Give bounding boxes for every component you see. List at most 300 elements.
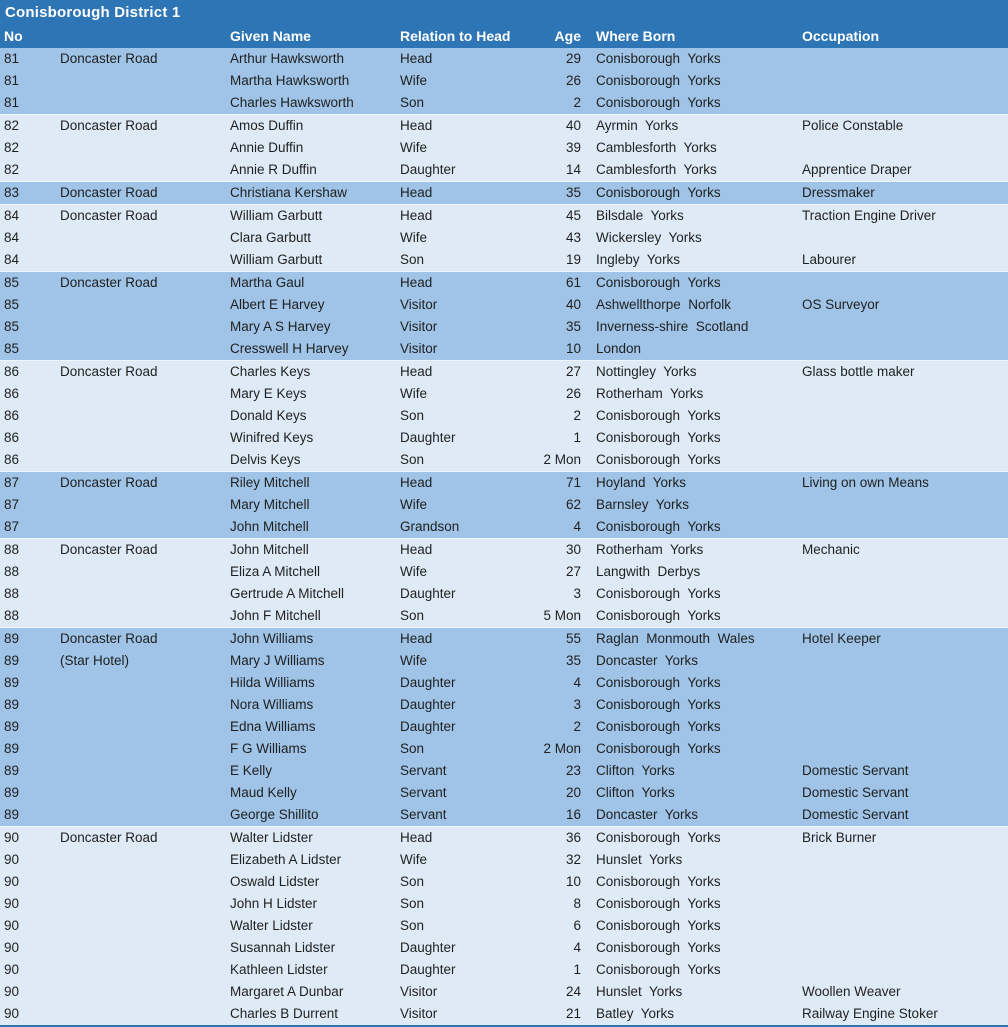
cell-occupation bbox=[798, 227, 1008, 249]
table-row[interactable] bbox=[0, 516, 1008, 538]
cell-where-born: Raglan Monmouth Wales bbox=[596, 631, 755, 646]
cell-address bbox=[56, 383, 226, 405]
cell-relation: Head bbox=[400, 275, 433, 290]
cell-age: 3 bbox=[573, 586, 581, 601]
cell-occupation bbox=[798, 672, 1008, 694]
cell-no: 88 bbox=[4, 586, 20, 601]
cell-relation: Son bbox=[400, 741, 425, 756]
cell-occupation bbox=[798, 92, 1008, 114]
table-row[interactable] bbox=[0, 338, 1008, 360]
cell-no: 82 bbox=[4, 140, 20, 155]
cell-age: 26 bbox=[565, 386, 581, 401]
cell-age: 27 bbox=[565, 564, 581, 579]
cell-relation: Wife bbox=[400, 230, 427, 245]
cell-age: 1 bbox=[573, 430, 581, 445]
cell-given-name: Oswald Lidster bbox=[230, 874, 320, 889]
cell-address bbox=[56, 249, 226, 271]
cell-given-name: John F Mitchell bbox=[230, 608, 321, 623]
cell-age: 6 bbox=[573, 918, 581, 933]
table-row[interactable] bbox=[0, 605, 1008, 627]
cell-address: Doncaster Road bbox=[60, 830, 158, 845]
cell-age: 5 Mon bbox=[543, 608, 581, 623]
cell-where-born: Conisborough Yorks bbox=[596, 874, 721, 889]
cell-no: 81 bbox=[4, 51, 20, 66]
cell-occupation: Mechanic bbox=[802, 542, 860, 557]
table-row[interactable] bbox=[0, 249, 1008, 271]
cell-age: 8 bbox=[573, 896, 581, 911]
table-row[interactable] bbox=[0, 694, 1008, 716]
cell-relation: Wife bbox=[400, 852, 427, 867]
cell-occupation: Labourer bbox=[802, 252, 857, 267]
cell-occupation bbox=[798, 316, 1008, 338]
cell-address bbox=[56, 672, 226, 694]
household-group-82 bbox=[0, 114, 1008, 181]
cell-address bbox=[56, 494, 226, 516]
cell-no: 85 bbox=[4, 275, 20, 290]
cell-relation: Head bbox=[400, 51, 433, 66]
cell-given-name: Donald Keys bbox=[230, 408, 307, 423]
cell-occupation bbox=[798, 893, 1008, 915]
cell-given-name: Clara Garbutt bbox=[230, 230, 312, 245]
cell-given-name: Arthur Hawksworth bbox=[230, 51, 345, 66]
table-row[interactable] bbox=[0, 650, 1008, 672]
cell-address bbox=[56, 516, 226, 538]
cell-occupation: Dressmaker bbox=[802, 185, 875, 200]
table-row[interactable] bbox=[0, 383, 1008, 405]
cell-age: 20 bbox=[565, 785, 581, 800]
cell-where-born: Clifton Yorks bbox=[596, 763, 675, 778]
cell-given-name: Annie R Duffin bbox=[230, 162, 317, 177]
cell-occupation bbox=[798, 383, 1008, 405]
cell-no: 84 bbox=[4, 208, 20, 223]
cell-where-born: Conisborough Yorks bbox=[596, 73, 721, 88]
cell-relation: Son bbox=[400, 252, 425, 267]
cell-where-born: Langwith Derbys bbox=[596, 564, 701, 579]
household-group-84 bbox=[0, 204, 1008, 271]
cell-where-born: Conisborough Yorks bbox=[596, 940, 721, 955]
cell-relation: Daughter bbox=[400, 940, 456, 955]
census-table-body bbox=[0, 48, 1008, 1025]
cell-relation: Son bbox=[400, 452, 425, 467]
cell-address bbox=[56, 605, 226, 627]
cell-given-name: Hilda Williams bbox=[230, 675, 315, 690]
cell-given-name: Mary Mitchell bbox=[230, 497, 310, 512]
cell-where-born: Hoyland Yorks bbox=[596, 475, 687, 490]
cell-given-name: Charles Hawksworth bbox=[230, 95, 354, 110]
cell-age: 3 bbox=[573, 697, 581, 712]
cell-address: Doncaster Road bbox=[60, 185, 158, 200]
table-row[interactable] bbox=[0, 539, 1008, 561]
cell-relation: Servant bbox=[400, 807, 447, 822]
cell-address bbox=[56, 849, 226, 871]
cell-where-born: Conisborough Yorks bbox=[596, 95, 721, 110]
table-header bbox=[0, 0, 1008, 48]
cell-given-name: William Garbutt bbox=[230, 208, 323, 223]
cell-address: Doncaster Road bbox=[60, 118, 158, 133]
cell-relation: Wife bbox=[400, 564, 427, 579]
cell-age: 43 bbox=[565, 230, 581, 245]
cell-relation: Servant bbox=[400, 785, 447, 800]
cell-where-born: Conisborough Yorks bbox=[596, 896, 721, 911]
cell-relation: Visitor bbox=[400, 297, 438, 312]
table-row[interactable] bbox=[0, 48, 1008, 70]
cell-where-born: Conisborough Yorks bbox=[596, 697, 721, 712]
household-group-81 bbox=[0, 48, 1008, 114]
cell-no: 88 bbox=[4, 608, 20, 623]
cell-given-name: E Kelly bbox=[230, 763, 273, 778]
cell-occupation bbox=[798, 494, 1008, 516]
cell-occupation bbox=[798, 694, 1008, 716]
column-header-given-name: Given Name bbox=[230, 28, 311, 44]
table-row[interactable] bbox=[0, 472, 1008, 494]
cell-no: 82 bbox=[4, 118, 20, 133]
cell-no: 82 bbox=[4, 162, 20, 177]
column-header-occupation: Occupation bbox=[802, 28, 880, 44]
cell-given-name: Christiana Kershaw bbox=[230, 185, 348, 200]
cell-where-born: Clifton Yorks bbox=[596, 785, 675, 800]
cell-age: 2 bbox=[573, 719, 581, 734]
cell-no: 89 bbox=[4, 697, 20, 712]
table-row[interactable] bbox=[0, 893, 1008, 915]
cell-address bbox=[56, 915, 226, 937]
cell-age: 39 bbox=[565, 140, 581, 155]
table-row[interactable] bbox=[0, 159, 1008, 181]
cell-address: Doncaster Road bbox=[60, 51, 158, 66]
cell-age: 27 bbox=[565, 364, 581, 379]
cell-occupation bbox=[798, 871, 1008, 893]
cell-given-name: Mary J Williams bbox=[230, 653, 325, 668]
cell-relation: Daughter bbox=[400, 675, 456, 690]
cell-where-born: Rotherham Yorks bbox=[596, 386, 704, 401]
cell-given-name: Edna Williams bbox=[230, 719, 316, 734]
cell-age: 4 bbox=[573, 675, 581, 690]
cell-occupation: Glass bottle maker bbox=[802, 364, 915, 379]
cell-address bbox=[56, 92, 226, 114]
cell-where-born: Bilsdale Yorks bbox=[596, 208, 684, 223]
cell-address: Doncaster Road bbox=[60, 542, 158, 557]
table-row[interactable] bbox=[0, 804, 1008, 826]
table-row[interactable] bbox=[0, 937, 1008, 959]
cell-address bbox=[56, 804, 226, 826]
cell-relation: Wife bbox=[400, 497, 427, 512]
cell-given-name: Amos Duffin bbox=[230, 118, 304, 133]
table-row[interactable] bbox=[0, 427, 1008, 449]
table-row[interactable] bbox=[0, 716, 1008, 738]
cell-given-name: F G Williams bbox=[230, 741, 307, 756]
table-row[interactable] bbox=[0, 405, 1008, 427]
table-row[interactable] bbox=[0, 294, 1008, 316]
cell-occupation bbox=[798, 716, 1008, 738]
cell-no: 90 bbox=[4, 984, 20, 999]
cell-no: 89 bbox=[4, 807, 20, 822]
column-header-address bbox=[56, 25, 226, 48]
cell-relation: Head bbox=[400, 830, 433, 845]
table-row[interactable] bbox=[0, 981, 1008, 1003]
cell-no: 88 bbox=[4, 542, 20, 557]
cell-given-name: Martha Hawksworth bbox=[230, 73, 350, 88]
table-row[interactable] bbox=[0, 915, 1008, 937]
cell-where-born: Conisborough Yorks bbox=[596, 719, 721, 734]
cell-where-born: Conisborough Yorks bbox=[596, 51, 721, 66]
cell-where-born: Inverness-shire Scotland bbox=[596, 319, 749, 334]
cell-no: 86 bbox=[4, 364, 20, 379]
cell-age: 32 bbox=[565, 852, 581, 867]
cell-address bbox=[56, 405, 226, 427]
cell-where-born: Hunslet Yorks bbox=[596, 984, 683, 999]
cell-relation: Servant bbox=[400, 763, 447, 778]
cell-age: 26 bbox=[565, 73, 581, 88]
table-row[interactable] bbox=[0, 871, 1008, 893]
cell-age: 35 bbox=[565, 319, 581, 334]
table-row[interactable] bbox=[0, 227, 1008, 249]
cell-relation: Visitor bbox=[400, 341, 438, 356]
cell-no: 87 bbox=[4, 519, 20, 534]
cell-where-born: Camblesforth Yorks bbox=[596, 140, 717, 155]
cell-age: 4 bbox=[573, 519, 581, 534]
cell-where-born: Conisborough Yorks bbox=[596, 275, 721, 290]
table-row[interactable] bbox=[0, 760, 1008, 782]
cell-age: 55 bbox=[565, 631, 581, 646]
cell-occupation: Domestic Servant bbox=[802, 763, 909, 778]
table-row[interactable] bbox=[0, 182, 1008, 204]
cell-no: 85 bbox=[4, 319, 20, 334]
cell-given-name: Elizabeth A Lidster bbox=[230, 852, 342, 867]
cell-relation: Head bbox=[400, 475, 433, 490]
cell-no: 86 bbox=[4, 386, 20, 401]
cell-relation: Wife bbox=[400, 653, 427, 668]
cell-occupation bbox=[798, 959, 1008, 981]
cell-occupation bbox=[798, 738, 1008, 760]
cell-no: 83 bbox=[4, 185, 20, 200]
column-header-row bbox=[0, 25, 1008, 48]
cell-relation: Head bbox=[400, 631, 433, 646]
table-row[interactable] bbox=[0, 672, 1008, 694]
cell-age: 24 bbox=[565, 984, 581, 999]
cell-where-born: Rotherham Yorks bbox=[596, 542, 704, 557]
table-row[interactable] bbox=[0, 361, 1008, 383]
cell-given-name: Maud Kelly bbox=[230, 785, 297, 800]
cell-given-name: Cresswell H Harvey bbox=[230, 341, 349, 356]
cell-no: 90 bbox=[4, 896, 20, 911]
cell-occupation bbox=[798, 561, 1008, 583]
cell-occupation bbox=[798, 137, 1008, 159]
cell-no: 86 bbox=[4, 430, 20, 445]
household-group-87 bbox=[0, 471, 1008, 538]
cell-age: 1 bbox=[573, 962, 581, 977]
cell-address bbox=[56, 937, 226, 959]
cell-age: 21 bbox=[565, 1006, 581, 1021]
cell-age: 40 bbox=[565, 297, 581, 312]
cell-occupation bbox=[798, 48, 1008, 70]
cell-occupation bbox=[798, 583, 1008, 605]
cell-address bbox=[56, 959, 226, 981]
cell-occupation bbox=[798, 849, 1008, 871]
cell-where-born: Conisborough Yorks bbox=[596, 452, 721, 467]
cell-address: (Star Hotel) bbox=[60, 653, 130, 668]
cell-where-born: Wickersley Yorks bbox=[596, 230, 702, 245]
cell-no: 87 bbox=[4, 497, 20, 512]
cell-relation: Daughter bbox=[400, 586, 456, 601]
cell-no: 89 bbox=[4, 675, 20, 690]
cell-given-name: John Mitchell bbox=[230, 542, 309, 557]
cell-age: 2 bbox=[573, 95, 581, 110]
cell-given-name: Martha Gaul bbox=[230, 275, 305, 290]
cell-address bbox=[56, 294, 226, 316]
cell-relation: Visitor bbox=[400, 984, 438, 999]
cell-no: 84 bbox=[4, 252, 20, 267]
cell-where-born: Conisborough Yorks bbox=[596, 408, 721, 423]
cell-occupation: Brick Burner bbox=[802, 830, 877, 845]
cell-no: 89 bbox=[4, 785, 20, 800]
cell-where-born: Conisborough Yorks bbox=[596, 608, 721, 623]
cell-occupation: Police Constable bbox=[802, 118, 904, 133]
household-group-85 bbox=[0, 271, 1008, 360]
cell-no: 90 bbox=[4, 830, 20, 845]
cell-address: Doncaster Road bbox=[60, 364, 158, 379]
cell-age: 2 Mon bbox=[543, 741, 581, 756]
cell-relation: Visitor bbox=[400, 319, 438, 334]
table-row[interactable] bbox=[0, 92, 1008, 114]
cell-relation: Visitor bbox=[400, 1006, 438, 1021]
table-row[interactable] bbox=[0, 959, 1008, 981]
cell-where-born: Conisborough Yorks bbox=[596, 430, 721, 445]
cell-address: Doncaster Road bbox=[60, 208, 158, 223]
cell-occupation bbox=[798, 70, 1008, 92]
cell-age: 10 bbox=[565, 874, 581, 889]
cell-age: 30 bbox=[565, 542, 581, 557]
cell-address: Doncaster Road bbox=[60, 275, 158, 290]
cell-given-name: George Shillito bbox=[230, 807, 319, 822]
cell-age: 62 bbox=[565, 497, 581, 512]
cell-where-born: Ayrmin Yorks bbox=[596, 118, 679, 133]
cell-age: 19 bbox=[565, 252, 581, 267]
table-row[interactable] bbox=[0, 205, 1008, 227]
cell-given-name: Gertrude A Mitchell bbox=[230, 586, 345, 601]
cell-address bbox=[56, 561, 226, 583]
table-row[interactable] bbox=[0, 137, 1008, 159]
cell-where-born: Conisborough Yorks bbox=[596, 185, 721, 200]
cell-address bbox=[56, 716, 226, 738]
cell-relation: Daughter bbox=[400, 162, 456, 177]
cell-address bbox=[56, 760, 226, 782]
cell-where-born: Conisborough Yorks bbox=[596, 918, 721, 933]
cell-where-born: Doncaster Yorks bbox=[596, 653, 699, 668]
cell-where-born: Conisborough Yorks bbox=[596, 830, 721, 845]
cell-occupation: Domestic Servant bbox=[802, 785, 909, 800]
cell-occupation: Traction Engine Driver bbox=[802, 208, 936, 223]
cell-no: 81 bbox=[4, 73, 20, 88]
cell-given-name: Winifred Keys bbox=[230, 430, 314, 445]
household-group-83 bbox=[0, 181, 1008, 204]
cell-given-name: Charles B Durrent bbox=[230, 1006, 339, 1021]
table-row[interactable] bbox=[0, 70, 1008, 92]
table-row[interactable] bbox=[0, 827, 1008, 849]
cell-no: 81 bbox=[4, 95, 20, 110]
cell-no: 89 bbox=[4, 719, 20, 734]
cell-given-name: Albert E Harvey bbox=[230, 297, 325, 312]
cell-no: 88 bbox=[4, 564, 20, 579]
cell-no: 90 bbox=[4, 852, 20, 867]
cell-relation: Wife bbox=[400, 140, 427, 155]
cell-occupation bbox=[798, 449, 1008, 471]
table-row[interactable] bbox=[0, 272, 1008, 294]
cell-where-born: Conisborough Yorks bbox=[596, 675, 721, 690]
cell-where-born: Doncaster Yorks bbox=[596, 807, 699, 822]
cell-occupation bbox=[798, 338, 1008, 360]
cell-relation: Daughter bbox=[400, 430, 456, 445]
cell-where-born: Nottingley Yorks bbox=[596, 364, 697, 379]
cell-address bbox=[56, 893, 226, 915]
cell-given-name: Delvis Keys bbox=[230, 452, 301, 467]
household-group-90 bbox=[0, 826, 1008, 1025]
cell-given-name: Eliza A Mitchell bbox=[230, 564, 321, 579]
cell-relation: Grandson bbox=[400, 519, 460, 534]
cell-given-name: Mary E Keys bbox=[230, 386, 307, 401]
table-row[interactable] bbox=[0, 316, 1008, 338]
cell-where-born: London bbox=[596, 341, 642, 356]
cell-occupation bbox=[798, 915, 1008, 937]
cell-relation: Daughter bbox=[400, 697, 456, 712]
cell-occupation bbox=[798, 605, 1008, 627]
cell-no: 90 bbox=[4, 918, 20, 933]
table-row[interactable] bbox=[0, 849, 1008, 871]
cell-relation: Head bbox=[400, 118, 433, 133]
cell-no: 85 bbox=[4, 341, 20, 356]
cell-no: 89 bbox=[4, 653, 20, 668]
table-row[interactable] bbox=[0, 449, 1008, 471]
table-row[interactable] bbox=[0, 782, 1008, 804]
cell-address bbox=[56, 70, 226, 92]
cell-age: 40 bbox=[565, 118, 581, 133]
cell-relation: Wife bbox=[400, 386, 427, 401]
cell-address bbox=[56, 316, 226, 338]
table-row[interactable] bbox=[0, 494, 1008, 516]
table-row[interactable] bbox=[0, 115, 1008, 137]
cell-address bbox=[56, 694, 226, 716]
cell-no: 86 bbox=[4, 452, 20, 467]
cell-relation: Son bbox=[400, 896, 425, 911]
cell-address bbox=[56, 137, 226, 159]
cell-occupation bbox=[798, 937, 1008, 959]
table-row[interactable] bbox=[0, 1003, 1008, 1025]
cell-given-name: Walter Lidster bbox=[230, 830, 313, 845]
cell-occupation: Railway Engine Stoker bbox=[802, 1006, 938, 1021]
cell-where-born: Ingleby Yorks bbox=[596, 252, 681, 267]
table-row[interactable] bbox=[0, 628, 1008, 650]
cell-relation: Son bbox=[400, 408, 425, 423]
table-row[interactable] bbox=[0, 738, 1008, 760]
cell-no: 87 bbox=[4, 475, 20, 490]
table-row[interactable] bbox=[0, 583, 1008, 605]
cell-age: 23 bbox=[565, 763, 581, 778]
cell-address bbox=[56, 738, 226, 760]
cell-relation: Head bbox=[400, 364, 433, 379]
cell-age: 2 Mon bbox=[543, 452, 581, 467]
cell-age: 35 bbox=[565, 185, 581, 200]
cell-given-name: Mary A S Harvey bbox=[230, 319, 331, 334]
cell-occupation: Hotel Keeper bbox=[802, 631, 881, 646]
cell-age: 45 bbox=[565, 208, 581, 223]
cell-occupation bbox=[798, 272, 1008, 294]
cell-occupation: Living on own Means bbox=[802, 475, 929, 490]
cell-no: 90 bbox=[4, 940, 20, 955]
cell-relation: Daughter bbox=[400, 719, 456, 734]
column-header-age: Age bbox=[554, 28, 581, 44]
page-title: Conisborough District 1 bbox=[5, 4, 181, 21]
cell-age: 29 bbox=[565, 51, 581, 66]
table-row[interactable] bbox=[0, 561, 1008, 583]
cell-where-born: Hunslet Yorks bbox=[596, 852, 683, 867]
